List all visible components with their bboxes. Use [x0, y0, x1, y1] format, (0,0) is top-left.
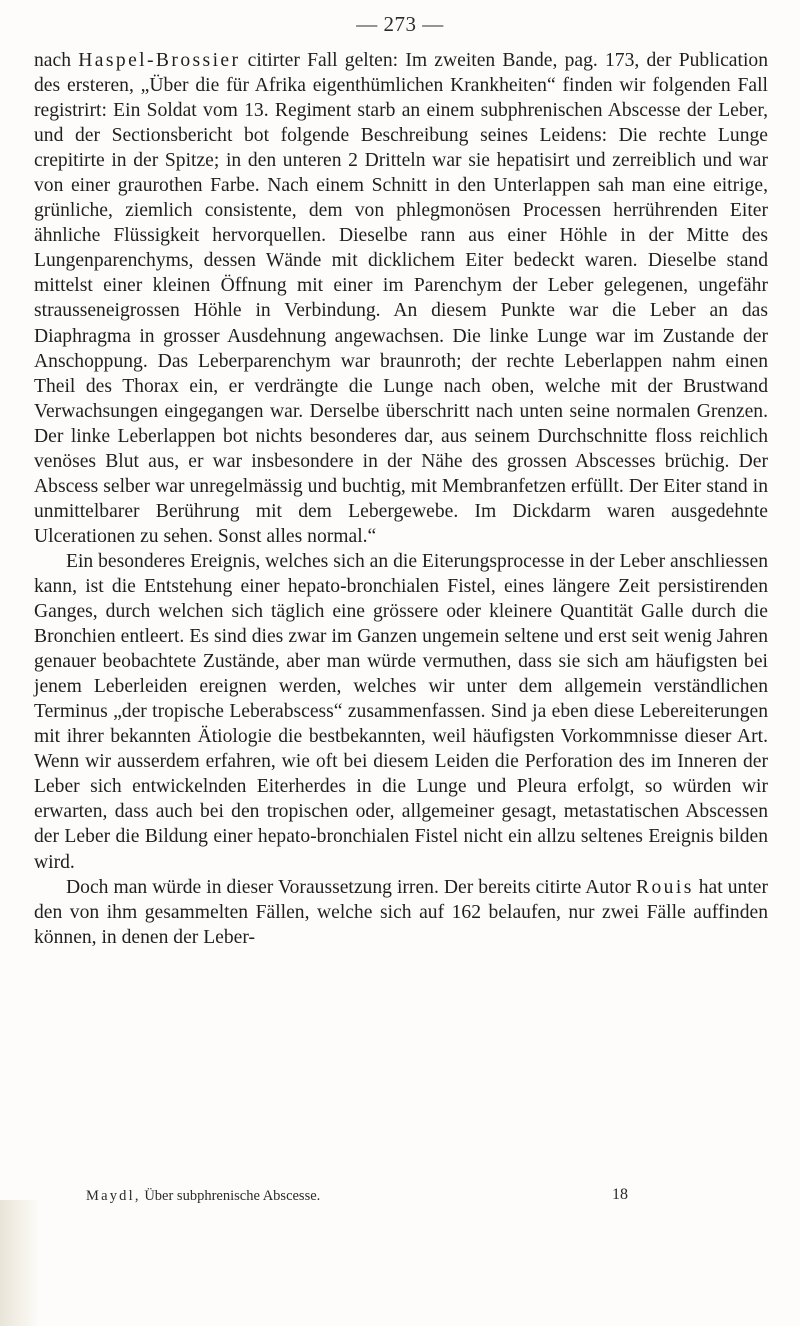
author-name-spaced: Haspel-Brossier [78, 50, 241, 71]
paragraph-text: hat unter den von ihm gesammelten Fällen, welche sich auf 162 belaufen, nur zwei Fälle auffinden können, in denen der Leber- [34, 876, 768, 948]
running-footer [86, 1188, 466, 1210]
paragraph-text: nach [34, 50, 79, 71]
page-edge-stain [0, 1200, 40, 1326]
paragraph-text: Ein besonderes Ereignis, welches sich an die Eiterungsprocesse in der Leber anschliessen kann, ist die Entstehung einer hepato-bronchialen Fistel, eines längere Zeit persistirenden Ganges, durch welchen sich täglich eine grössere oder kleinere Quantität Galle durch die Bronchien entleert. Es sind dies zwar im Ganzen ungemein seltene und erst seit wenig Jahren genauer beobachtete Zustände, aber man würde vermuthen, dass sie sich am häufigsten bei jenem Leberleiden ereignen werden, welches wir unter dem allgemein verständlichen Terminus „der tropische Leberabscess“ zusammenfassen. Sind ja eben diese Lebereiterungen mit ihrer bekannten Ätiologie die bestbekannten, weil häufigsten Vorkommnisse dieser Art. Wenn wir ausserdem erfahren, wie oft bei diesem Leiden die Perforation des im Inneren der Leber sich entwickelnden Eiterherdes in die Lunge und Pleura erfolgt, so würden wir erwarten, dass auch bei den tropischen oder, allgemeiner gesagt, metastatischen Abscessen der Leber die Bildung einer hepato-bronchialen Fistel nicht ein allzu seltenes Ereignis bilden wird. [34, 550, 768, 873]
footer-title: Über subphrenische Abscesse. [140, 1188, 321, 1204]
sheet-signature-number: 18 [612, 1186, 628, 1203]
footer-author: Maydl, [86, 1188, 141, 1204]
paragraph [34, 875, 768, 950]
paragraph-text: Doch man würde in dieser Voraussetzung irren. Der bereits citirte Autor [66, 876, 636, 898]
body-text [34, 48, 768, 950]
author-name-spaced: Rouis [635, 876, 694, 898]
paragraph-text: citirter Fall gelten: Im zweiten Bande, pag. 173, der Publication des ersteren, „Über die für Afrika eigenthümlichen Krankheiten“ finden wir folgenden Fall registrirt: Ein Soldat vom 13. Regiment starb an einem subphrenischen Abscesse der Leber, und der Sectionsbericht bot folgende Beschreibung seines Leidens: Die rechte Lunge crepitirte in der Spitze; in den unteren 2 Dritteln war sie hepatisirt und zerreiblich und war von einer graurothen Farbe. Nach einem Schnitt in den Unterlappen sah man eine eitrige, grünliche, ziemlich consistente, dem von phlegmonösen Processen herrührenden Eiter ähnliche Flüssigkeit hervorquellen. Dieselbe rann aus einer Höhle in der Mitte des Lungenparenchyms, dessen Wände mit dicklichem Eiter bedeckt waren. Dieselbe stand mittelst einer kleinen Öffnung mit einer im Parenchym der Leber gelegenen, ungefähr strausseneigrossen Höhle in Verbindung. An diesem Punkte war die Leber an das Diaphragma in grosser Ausdehnung angewachsen. Die linke Lunge war im Zustande der Anschoppung. Das Leberparenchym war braunroth; der rechte Leberlappen nahm einen Theil des Thorax ein, er verdrängte die Lunge nach oben, welche mit der Brustwand Verwachsungen eingegangen war. Derselbe überschritt nach unten seine normalen Grenzen. Der linke Leberlappen bot nichts besonderes dar, aus seinem Durchschnitte floss reichlich venöses Blut aus, er war insbesondere in der Nähe des grossen Abscesses brüchig. Der Abscess selber war unregelmässig und buchtig, mit Membranfetzen erfüllt. Der Eiter stand in unmittelbarer Berührung mit dem Lebergewebe. Im Dickdarm waren ausgedehnte Ulcerationen zu sehen. Sonst alles normal.“ [34, 50, 768, 547]
paragraph [34, 549, 768, 875]
page-number: — 273 — [356, 12, 444, 36]
paragraph [34, 48, 768, 549]
